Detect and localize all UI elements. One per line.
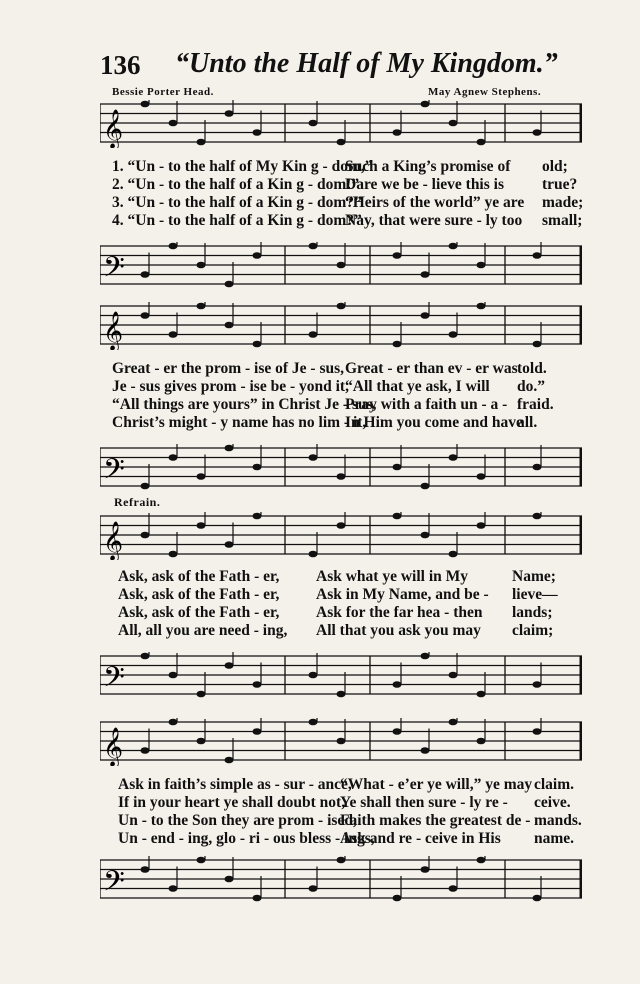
verse-2-line: Ask, ask of the Fath - er, Ask in My Name, and be - lieve—	[118, 586, 558, 603]
svg-text:𝄢: 𝄢	[103, 661, 125, 700]
verse-4-line: Un - end - ing, glo - ri - ous bless - ings, Ask and re - ceive in His name.	[118, 830, 575, 847]
svg-text:𝄞: 𝄞	[103, 311, 124, 350]
staff-lines	[100, 444, 582, 492]
svg-text:𝄞: 𝄞	[103, 727, 124, 766]
composer-credit: May Agnew Stephens.	[428, 86, 542, 98]
refrain-label: Refrain.	[114, 495, 161, 509]
treble-staff	[100, 302, 582, 350]
svg-text:𝄢: 𝄢	[103, 251, 125, 290]
verse-2-line: 2. “Un - to the half of a Kin g - dom!” Dare we be - lieve this is true?	[112, 176, 578, 193]
bass-staff	[100, 652, 582, 700]
svg-text:𝄢: 𝄢	[103, 865, 125, 904]
staff-lines	[100, 652, 582, 700]
verse-4-line: Christ’s might - y name has no lim - it, In Him you come and have all.	[112, 414, 538, 431]
verse-3-line: Ask, ask of the Fath - er, Ask for the far hea - then lands;	[118, 604, 553, 621]
verse-3-line: 3. “Un - to the half of a Kin g - dom?” “Heirs of the world” ye are made;	[112, 194, 584, 211]
bass-staff	[100, 242, 582, 290]
hymn-number: 136	[100, 50, 141, 80]
verse-2-line: If in your heart ye shall doubt not, Ye shall then sure - ly re - ceive.	[118, 794, 571, 811]
verse-1-line: Great - er the prom - ise of Je - sus, Great - er than ev - er was told.	[112, 360, 547, 377]
verse-3-line: “All things are yours” in Christ Je - sus, Pray with a faith un - a - fraid.	[112, 396, 554, 413]
treble-staff	[100, 718, 582, 766]
hymn-title: “Unto the Half of My Kingdom.”	[175, 48, 558, 79]
staff-lines	[100, 302, 582, 350]
verse-3-line: Un - to the Son they are prom - ised, Faith makes the greatest de - mands.	[118, 812, 582, 829]
verse-1-line: 1. “Un - to the half of My Kin g - dom,” Such a King’s promise of old;	[112, 158, 568, 175]
treble-staff	[100, 100, 582, 148]
verse-1-line: Ask in faith’s simple as - sur - ance, “What - e’er ye will,” ye may claim.	[118, 776, 575, 793]
svg-text:𝄢: 𝄢	[103, 453, 125, 492]
lyricist-credit: Bessie Porter Head.	[112, 86, 214, 98]
staff-lines	[100, 100, 582, 148]
bass-staff	[100, 856, 582, 904]
svg-text:𝄞: 𝄞	[103, 109, 124, 148]
staff-lines	[100, 512, 582, 560]
bass-staff	[100, 444, 582, 492]
staff-lines	[100, 718, 582, 766]
verse-4-line: 4. “Un - to the half of a Kin g - dom?” Nay, that were sure - ly too small;	[112, 212, 583, 229]
verse-1-line: Ask, ask of the Fath - er, Ask what ye will in My Name;	[118, 568, 556, 585]
treble-staff	[100, 512, 582, 560]
verse-2-line: Je - sus gives prom - ise be - yond it, “All that ye ask, I will do.”	[112, 378, 545, 395]
verse-4-line: All, all you are need - ing, All that you ask you may claim;	[118, 622, 554, 639]
staff-lines	[100, 242, 582, 290]
svg-text:𝄞: 𝄞	[103, 521, 124, 560]
staff-lines	[100, 856, 582, 904]
